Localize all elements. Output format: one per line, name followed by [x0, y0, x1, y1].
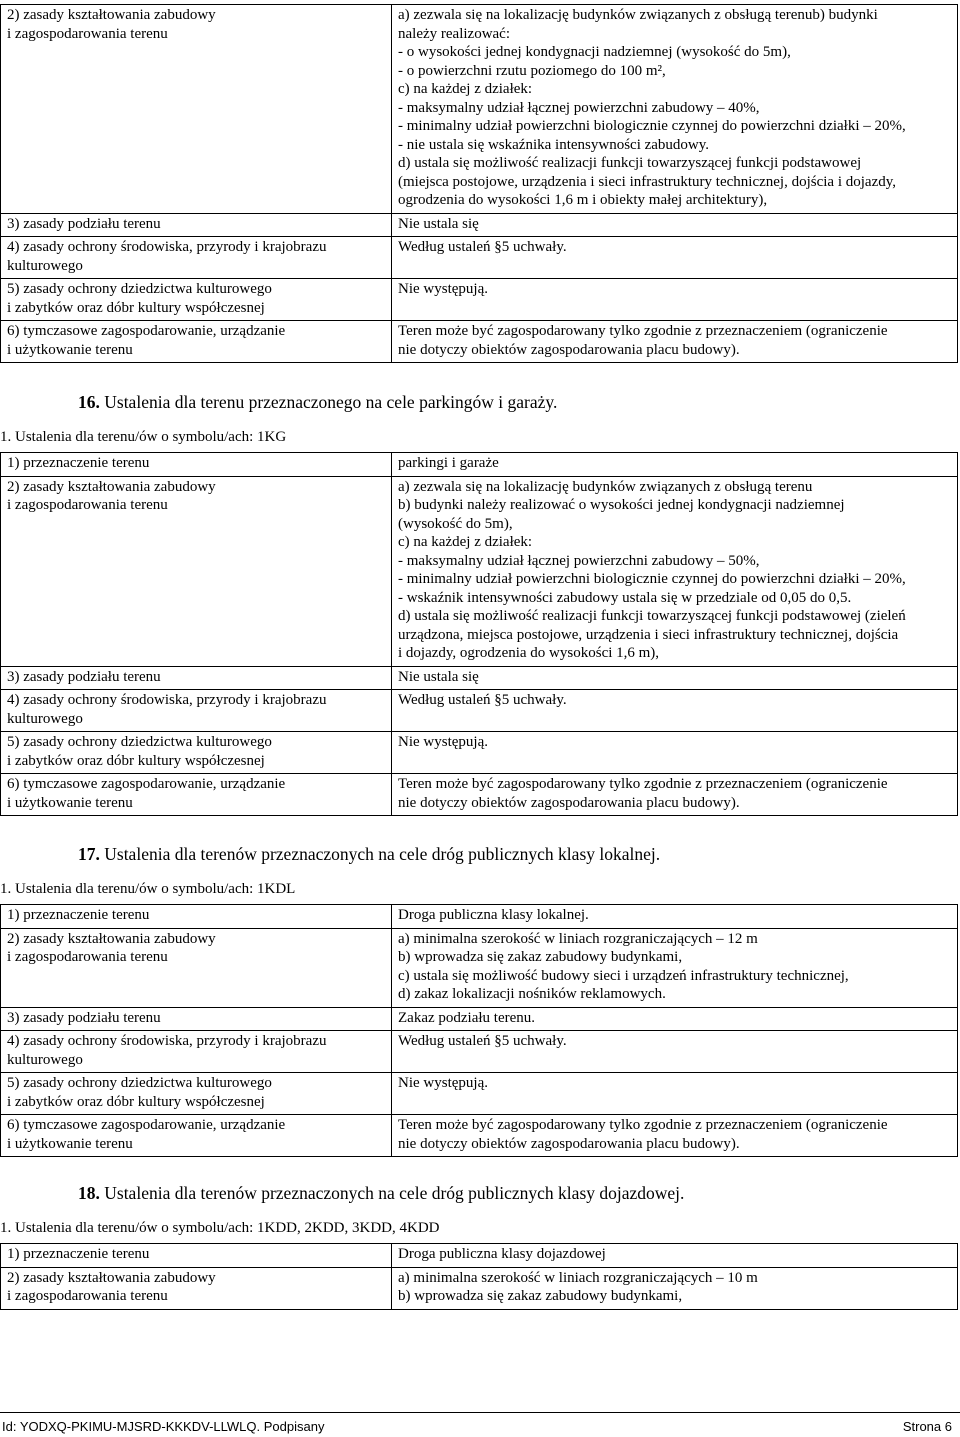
row-content: [392, 1007, 958, 1031]
content-line: a) zezwala się na lokalizację budynków związanych z obsługą terenub) budynki: [398, 7, 878, 23]
content-line: Teren może być zagospodarowany tylko zgodnie z przeznaczeniem (ograniczenie: [398, 1117, 888, 1133]
content-line: - o wysokości jednej kondygnacji nadziemnej (wysokość do 5m),: [398, 44, 791, 60]
row-content: [392, 732, 958, 774]
label-line: 3) zasady podziału terenu: [7, 668, 161, 685]
row-label: [1, 905, 392, 929]
content-line: a) zezwala się na lokalizację budynków związanych z obsługą terenu: [398, 478, 813, 495]
table-row: [1, 1244, 958, 1268]
row-content: [392, 476, 958, 666]
label-line: i zagospodarowania terenu: [7, 949, 168, 965]
label-line: 4) zasady ochrony środowiska, przyrody i krajobrazu: [7, 692, 327, 708]
table-row: [1, 732, 958, 774]
table-row: [1, 774, 958, 816]
content-line: d) zakaz lokalizacji nośników reklamowych.: [398, 986, 666, 1002]
content-line: nie dotyczy obiektów zagospodarowania placu budowy).: [398, 1135, 740, 1152]
footer-divider: [0, 1412, 960, 1413]
label-line: 6) tymczasowe zagospodarowanie, urządzanie: [7, 776, 286, 792]
label-line: kulturowego: [7, 710, 83, 727]
table-1kdl: [0, 904, 958, 1157]
table-row: [1, 213, 958, 237]
table-row: [1, 1031, 958, 1073]
row-label: [1, 690, 392, 732]
content-line: Droga publiczna klasy lokalnej.: [398, 907, 589, 923]
row-label: [1, 1267, 392, 1309]
section-title: Ustalenia dla terenów przeznaczonych na cele dróg publicznych klasy lokalnej.: [104, 844, 661, 864]
row-content: [392, 279, 958, 321]
row-label: [1, 476, 392, 666]
content-line: i dojazdy, ogrodzenia do wysokości 1,6 m),: [398, 645, 660, 661]
label-line: kulturowego: [7, 257, 83, 274]
row-content: [392, 905, 958, 929]
row-content: [392, 453, 958, 477]
table-row: [1, 1007, 958, 1031]
label-line: i zagospodarowania terenu: [7, 497, 168, 513]
section-number: 18.: [78, 1183, 100, 1203]
label-line: 2) zasady kształtowania zabudowy: [7, 7, 216, 23]
content-line: ogrodzenia do wysokości 1,6 m i obiekty małej architektury),: [398, 192, 768, 208]
row-label: [1, 1244, 392, 1268]
label-line: 2) zasady kształtowania zabudowy: [7, 478, 216, 495]
row-label: [1, 321, 392, 363]
content-line: - wskaźnik intensywności zabudowy ustala się w przedziale od 0,05 do 0,5.: [398, 589, 852, 606]
section-title: Ustalenia dla terenów przeznaczonych na cele dróg publicznych klasy dojazdowej.: [104, 1183, 685, 1203]
content-line: Nie ustala się: [398, 668, 479, 685]
label-line: i zagospodarowania terenu: [7, 25, 168, 42]
symbol-header-1kg: 1. Ustalenia dla terenu/ów o symbolu/ach: 1KG: [0, 429, 287, 445]
label-line: i zagospodarowania terenu: [7, 1288, 168, 1304]
label-line: 3) zasady podziału terenu: [7, 1009, 161, 1026]
label-line: 6) tymczasowe zagospodarowanie, urządzanie: [7, 1117, 286, 1133]
row-label: [1, 453, 392, 477]
label-line: i zabytków oraz dóbr kultury współczesnej: [7, 752, 265, 769]
row-label: [1, 928, 392, 1007]
content-line: Według ustaleń §5 uchwały.: [398, 239, 567, 255]
row-content: [392, 321, 958, 363]
content-line: c) ustala się możliwość budowy sieci i urządzeń infrastruktury technicznej,: [398, 967, 849, 984]
table-row: [1, 928, 958, 1007]
section-16-heading: [78, 391, 557, 413]
content-line: b) wprowadza się zakaz zabudowy budynkami,: [398, 949, 683, 965]
content-line: nie dotyczy obiektów zagospodarowania placu budowy).: [398, 794, 740, 811]
table-row: [1, 237, 958, 279]
content-line: d) ustala się możliwość realizacji funkcji towarzyszącej funkcji podstawowej (zieleń: [398, 608, 906, 624]
content-line: a) minimalna szerokość w liniach rozgraniczających – 10 m: [398, 1269, 758, 1286]
section-18-heading: [78, 1182, 684, 1204]
label-line: 4) zasady ochrony środowiska, przyrody i krajobrazu: [7, 1033, 327, 1049]
content-line: nie dotyczy obiektów zagospodarowania placu budowy).: [398, 341, 740, 358]
content-line: Nie ustala się: [398, 215, 479, 232]
content-line: Teren może być zagospodarowany tylko zgodnie z przeznaczeniem (ograniczenie: [398, 323, 888, 339]
row-content: [392, 5, 958, 214]
content-line: Nie występują.: [398, 281, 488, 297]
content-line: - maksymalny udział łącznej powierzchni zabudowy – 50%,: [398, 552, 760, 569]
row-label: [1, 1115, 392, 1157]
table-row: [1, 321, 958, 363]
row-label: [1, 213, 392, 237]
row-label: [1, 1007, 392, 1031]
content-line: - minimalny udział powierzchni biologicznie czynnej do powierzchni działki – 20%,: [398, 118, 906, 134]
row-label: [1, 1073, 392, 1115]
label-line: 5) zasady ochrony dziedzictwa kulturowego: [7, 1075, 272, 1091]
footer-document-id: Id: YODXQ-PKIMU-MJSRD-KKKDV-LLWLQ. Podpisany: [2, 1419, 325, 1434]
table-continued: [0, 4, 958, 363]
label-line: kulturowego: [7, 1051, 83, 1068]
table-1kdd: [0, 1243, 958, 1310]
label-line: 2) zasady kształtowania zabudowy: [7, 930, 216, 947]
row-label: [1, 666, 392, 690]
table-row: [1, 5, 958, 214]
table-row: [1, 453, 958, 477]
content-line: Teren może być zagospodarowany tylko zgodnie z przeznaczeniem (ograniczenie: [398, 776, 888, 792]
row-content: [392, 1031, 958, 1073]
label-line: i użytkowanie terenu: [7, 794, 133, 811]
label-line: 1) przeznaczenie terenu: [7, 907, 150, 923]
row-content: [392, 1244, 958, 1268]
footer-page-number: Strona 6: [902, 1419, 952, 1434]
row-content: [392, 1073, 958, 1115]
content-line: (wysokość do 5m),: [398, 515, 513, 532]
label-line: 5) zasady ochrony dziedzictwa kulturowego: [7, 281, 272, 297]
content-line: - maksymalny udział łącznej powierzchni zabudowy – 40%,: [398, 99, 760, 116]
row-content: [392, 666, 958, 690]
row-label: [1, 5, 392, 214]
section-title: Ustalenia dla terenu przeznaczonego na cele parkingów i garaży.: [104, 392, 558, 412]
label-line: i zabytków oraz dóbr kultury współczesnej: [7, 1093, 265, 1110]
row-label: [1, 732, 392, 774]
content-line: c) na każdej z działek:: [398, 81, 533, 97]
content-line: Według ustaleń §5 uchwały.: [398, 1033, 567, 1049]
table-row: [1, 1267, 958, 1309]
content-line: parkingi i garaże: [398, 455, 499, 471]
label-line: 3) zasady podziału terenu: [7, 215, 161, 232]
label-line: 2) zasady kształtowania zabudowy: [7, 1269, 216, 1286]
table-row: [1, 905, 958, 929]
table-1kg: [0, 452, 958, 816]
row-label: [1, 279, 392, 321]
content-line: Nie występują.: [398, 734, 488, 750]
content-line: - o powierzchni rzutu poziomego do 100 m²,: [398, 62, 666, 79]
label-line: 1) przeznaczenie terenu: [7, 1246, 150, 1262]
row-label: [1, 237, 392, 279]
content-line: b) budynki należy realizować o wysokości jednej kondygnacji nadziemnej: [398, 497, 845, 513]
content-line: (miejsca postojowe, urządzenia i sieci infrastruktury technicznej, dojścia i dojazdy,: [398, 173, 897, 190]
table-row: [1, 279, 958, 321]
table-row: [1, 476, 958, 666]
content-line: należy realizować:: [398, 25, 511, 42]
label-line: 4) zasady ochrony środowiska, przyrody i krajobrazu: [7, 239, 327, 255]
content-line: - minimalny udział powierzchni biologicznie czynnej do powierzchni działki – 20%,: [398, 571, 906, 587]
content-line: Nie występują.: [398, 1075, 488, 1091]
table-row: [1, 1115, 958, 1157]
label-line: 1) przeznaczenie terenu: [7, 455, 150, 471]
content-line: urządzona, miejsca postojowe, urządzenia i sieci infrastruktury technicznej, dojścia: [398, 626, 899, 643]
row-content: [392, 928, 958, 1007]
label-line: i użytkowanie terenu: [7, 341, 133, 358]
content-line: c) na każdej z działek:: [398, 534, 533, 550]
label-line: 6) tymczasowe zagospodarowanie, urządzanie: [7, 323, 286, 339]
content-line: a) minimalna szerokość w liniach rozgraniczających – 12 m: [398, 930, 758, 947]
section-number: 16.: [78, 392, 100, 412]
content-line: b) wprowadza się zakaz zabudowy budynkami,: [398, 1288, 683, 1304]
symbol-header-1kdd: 1. Ustalenia dla terenu/ów o symbolu/ach: 1KDD, 2KDD, 3KDD, 4KDD: [0, 1220, 440, 1236]
content-line: - nie ustala się wskaźnika intensywności zabudowy.: [398, 136, 710, 153]
symbol-header-1kdl: 1. Ustalenia dla terenu/ów o symbolu/ach: 1KDL: [0, 881, 296, 897]
row-content: [392, 774, 958, 816]
table-row: [1, 690, 958, 732]
section-17-heading: [78, 843, 660, 865]
content-line: Zakaz podziału terenu.: [398, 1009, 536, 1026]
label-line: i zabytków oraz dóbr kultury współczesnej: [7, 299, 265, 316]
row-label: [1, 774, 392, 816]
table-row: [1, 1073, 958, 1115]
row-content: [392, 690, 958, 732]
content-line: Droga publiczna klasy dojazdowej: [398, 1246, 606, 1262]
content-line: Według ustaleń §5 uchwały.: [398, 692, 567, 708]
row-content: [392, 213, 958, 237]
row-content: [392, 1115, 958, 1157]
table-row: [1, 666, 958, 690]
row-label: [1, 1031, 392, 1073]
row-content: [392, 1267, 958, 1309]
section-number: 17.: [78, 844, 100, 864]
label-line: i użytkowanie terenu: [7, 1135, 133, 1152]
label-line: 5) zasady ochrony dziedzictwa kulturowego: [7, 734, 272, 750]
content-line: d) ustala się możliwość realizacji funkcji towarzyszącej funkcji podstawowej: [398, 155, 862, 171]
row-content: [392, 237, 958, 279]
